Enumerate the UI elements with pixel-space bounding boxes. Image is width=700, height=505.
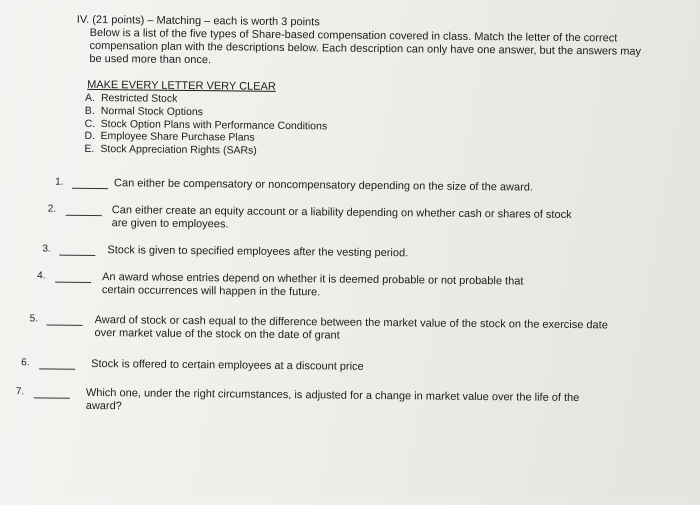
question-6-text: Stock is offered to certain employees at a discount price — [91, 357, 364, 373]
question-2-text: Can either create an equity account or a liability depending on whether cash or shares of stock are given to employees. — [111, 204, 572, 231]
option-label: Stock Appreciation Rights (SARs) — [100, 143, 257, 157]
option-letter: A. — [84, 91, 95, 104]
question-3-answer-blank[interactable] — [59, 255, 95, 256]
option-letter: D. — [84, 130, 96, 143]
question-1-answer-blank[interactable] — [72, 188, 108, 189]
question-4-text: An award whose entries depend on whether it is deemed probable or not probable that certain occurrences will happen in the future. — [101, 271, 524, 299]
question-4-number: 4. — [37, 270, 46, 282]
options-list — [84, 92, 327, 159]
option-label: Restricted Stock — [100, 92, 178, 105]
option-label: Stock Option Plans with Performance Conditions — [100, 117, 328, 133]
question-3-text: Stock is given to specified employees after the vesting period. — [107, 244, 409, 260]
option-letter: C. — [84, 117, 96, 130]
option-letter: E. — [84, 143, 95, 156]
option-label: Normal Stock Options — [100, 104, 204, 118]
question-6-answer-blank[interactable] — [39, 368, 75, 369]
question-1-number: 1. — [55, 176, 64, 188]
section-intro: Below is a list of the five types of Share-based compensation covered in class. Match the letter of the correct compensation plan with the descriptions below. Each description can only have one answer, but the answers may be used more than once. — [89, 26, 642, 67]
question-3-number: 3. — [42, 243, 51, 255]
question-5-text: Award of stock or cash equal to the difference between the market value of the stock on the exercise date over market value of the stock on the date of grant — [94, 314, 608, 342]
question-6-number: 6. — [21, 357, 30, 369]
question-7-answer-blank[interactable] — [34, 397, 70, 398]
question-5-answer-blank[interactable] — [47, 325, 83, 326]
question-4-answer-blank[interactable] — [55, 282, 91, 283]
option-e — [84, 143, 327, 158]
instruction: MAKE EVERY LETTER VERY CLEAR — [87, 78, 276, 93]
option-letter: B. — [84, 104, 95, 117]
question-7-text: Which one, under the right circumstances, is adjusted for a change in market value over the life of the award? — [85, 386, 580, 413]
option-label: Employee Share Purchase Plans — [100, 130, 255, 145]
question-5-number: 5. — [29, 313, 39, 325]
question-7-number: 7. — [15, 386, 25, 398]
section-title: IV. (21 points) – Matching – each is worth 3 points — [76, 13, 320, 29]
question-2-answer-blank[interactable] — [66, 215, 102, 216]
question-2-number: 2. — [47, 203, 57, 215]
question-1-text: Can either be compensatory or noncompensatory depending on the size of the award. — [114, 177, 534, 194]
